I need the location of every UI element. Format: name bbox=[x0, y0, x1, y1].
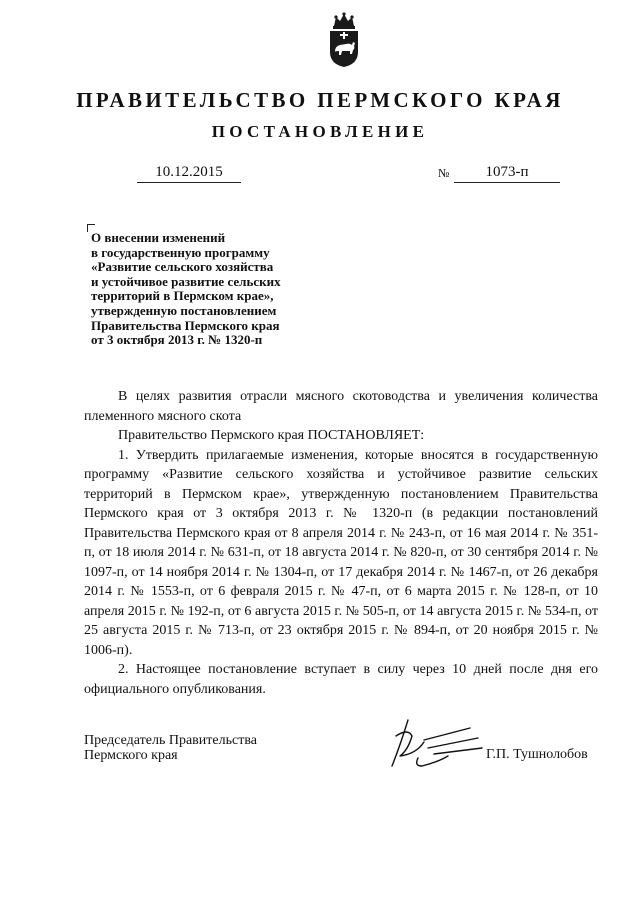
government-title: ПРАВИТЕЛЬСТВО ПЕРМСКОГО КРАЯ bbox=[76, 88, 564, 112]
document-subject: О внесении изменений в государственную программу «Развитие сельского хозяйства и устойчивое развитие сельских территорий в Пермском крае», утвержденную постановлением Правительства Пермского края от 3 октября 2013 г. № 1320-п bbox=[91, 230, 281, 348]
crown-icon bbox=[333, 12, 355, 29]
number-sign: № bbox=[438, 166, 450, 180]
body-paragraph-preamble: В целях развития отрасли мясного скотоводства и увеличения количества племенного мясного скота bbox=[84, 389, 598, 424]
signatory-name: Г.П. Тушнолобов bbox=[486, 747, 588, 762]
document-body bbox=[84, 387, 598, 699]
document-type: ПОСТАНОВЛЕНИЕ bbox=[211, 122, 429, 141]
document-date: 10.12.2015 bbox=[137, 163, 241, 183]
body-paragraph-item-1: 1. Утвердить прилагаемые изменения, которые вносятся в государственную программу «Развитие сельского хозяйства и устойчивое развитие сельских территорий в Пермском крае», утвержденную постановлением Правительства Пермского края от 3 октября 2013 г. № 1320-п (в редакции постановлений Правительства Пермского края от 8 апреля 2014 г. № 243-п, от 16 мая 2014 г. № 351-п, от 18 июля 2014 г. № 631-п, от 18 августа 2014 г. № 820-п, от 30 сентября 2014 г. № 1097-п, от 14 ноября 2014 г. № 1304-п, от 17 декабря 2014 г. № 1467-п, от 26 декабря 2014 г. № 1553-п, от 6 февраля 2015 г. № 47-п, от 6 марта 2015 г. № 128-п, от 10 апреля 2015 г. № 192-п, от 6 августа 2015 г. № 505-п, от 14 августа 2015 г. № 534-п, от 25 августа 2015 г. № 713-п, от 23 октября 2015 г. № 894-п, от 20 ноября 2015 г. № 1006-п). bbox=[84, 447, 598, 658]
body-paragraph-resolves: Правительство Пермского края ПОСТАНОВЛЯЕТ: bbox=[118, 428, 425, 443]
body-paragraph-item-2: 2. Настоящее постановление вступает в силу через 10 дней после дня его официального опубликования. bbox=[84, 662, 598, 697]
signatory-position: Председатель Правительства Пермского края bbox=[84, 733, 257, 763]
document-number: 1073-п bbox=[454, 163, 560, 183]
coat-of-arms-emblem bbox=[326, 12, 362, 68]
handwritten-signature bbox=[378, 706, 488, 772]
